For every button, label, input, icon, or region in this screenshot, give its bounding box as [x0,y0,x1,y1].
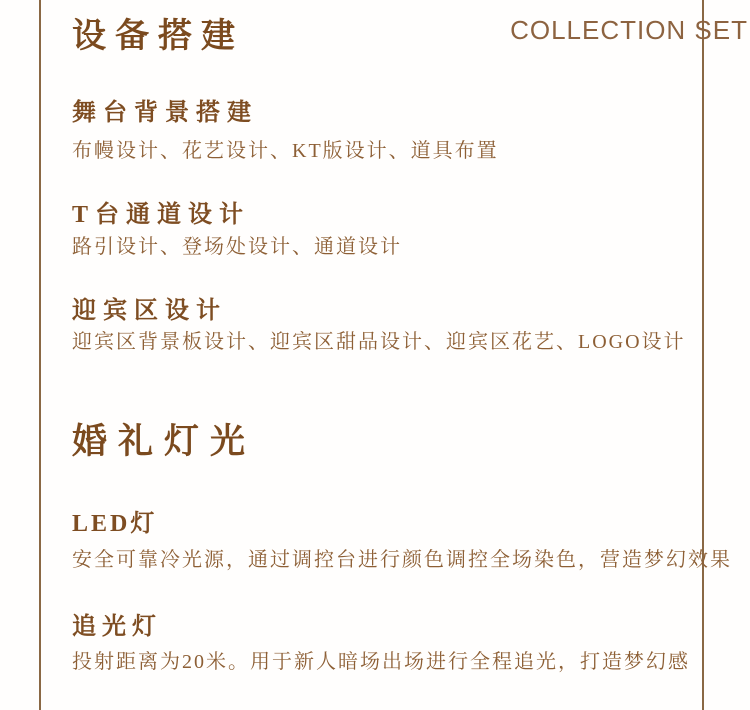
item-detail-follow-spotlight: 投射距离为20米。用于新人暗场出场进行全程追光，打造梦幻感 [72,651,690,673]
item-detail-led-light: 安全可靠冷光源，通过调控台进行颜色调控全场染色，营造梦幻效果 [72,549,732,571]
page-title: 设备搭建 [72,18,244,55]
section-heading-stage-background: 舞台背景搭建 [72,100,258,126]
section-heading-welcome-area: 迎宾区设计 [72,298,227,324]
section-detail-stage-background: 布幔设计、花艺设计、KT版设计、道具布置 [72,140,499,162]
section-title-wedding-lighting: 婚礼灯光 [72,422,257,461]
section-detail-welcome-area: 迎宾区背景板设计、迎宾区甜品设计、迎宾区花艺、LOGO设计 [72,331,686,353]
right-border-line [702,0,704,710]
section-detail-runway: 路引设计、登场处设计、通道设计 [72,236,402,258]
section-heading-runway: T台通道设计 [72,202,251,228]
page-subtitle-english: COLLECTION SET [510,15,748,45]
item-heading-follow-spotlight: 追光灯 [72,614,162,640]
left-border-line [39,0,41,710]
item-heading-led-light: LED灯 [72,511,158,537]
